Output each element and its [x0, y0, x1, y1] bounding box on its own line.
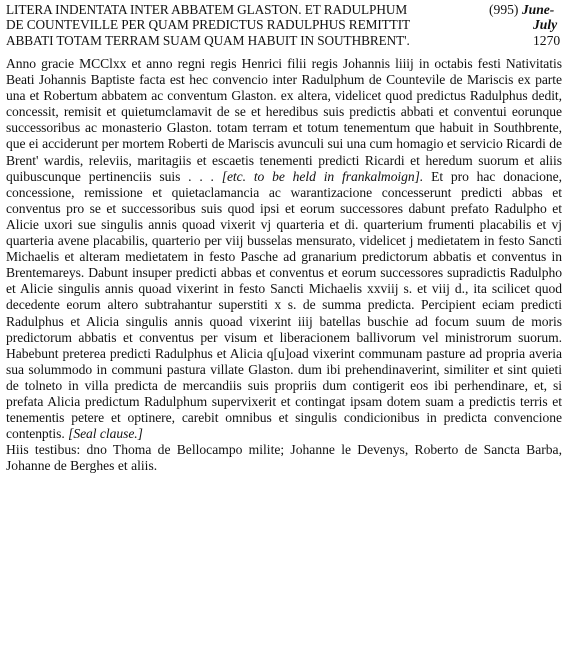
witness-list: Hiis testibus: dno Thoma de Bellocampo milite; Johanne le Devenys, Roberto de Sancta Barba, Johanne de Berghes et aliis. — [6, 442, 562, 474]
charter-text — [6, 56, 562, 442]
heading-block — [6, 2, 569, 48]
document-page — [6, 2, 569, 474]
charter-text-part2: Et pro hac donacione, concessione, remissione et quietaclamancia ac warantizacione concesserunt predicti abbas et conventus pro se et successoribus suis quod ipsi et eorum successores dabunt prefato Radulpho et Alicie uxori sue singulis annis quoad vixerit vj quarteria et di. quarterium frumenti placabilis et vj quarteria avene placabilis, quarterio per viij busselas mensurato, videlicet j medietatem in festo Sancti Michaelis et alteram medietatem in festo Pasche ad granarium predictorum abbatis et conventus in Brentemareys. Dabunt insuper predicti abbas et conventus et eorum successores supradictis Radulpho et Alicie singulis annis quoad vixerint in festo Sancti Michaelis xxviij s. et viij d., ita scilicet quod decedente eorum altero subtrahantur superstiti x s. de summa predicta. Percipient eciam predicti Radulphus et Alicia singulis annis quoad vixerint iiij batellas buschie ad focum suum de moris predictorum abbatis et conventus per visum et liberacionem ballivorum vel ministrorum suorum. Habebunt preterea predicti Radulphus et Alicia q[u]oad vixerint communam pasture ad propria averia sua solummodo in communi pastura villate Glaston. dum ibi prehendinaverint, similiter et sint quieti de tolneto in villa predicta de mercandiis suis propriis dum contigerit eos ibi perhendinare, et, si prefata Alicia predictum Radulphum supervixerit et contingat ipsam dotem suam a predictis terris et tenementis petere et optinere, carebit omnibus et singulis condicionibus in predicta convencione contenptis. — [6, 168, 562, 442]
document-heading: LITERA INDENTATA INTER ABBATEM GLASTON. ET RADULPHUM DE COUNTEVILLE PER QUAM PREDICTUS RADULPHUS REMITTIT ABBATI TOTAM TERRAM SUAM QUAM HABUIT IN SOUTHBRENT'. — [6, 2, 411, 48]
document-number: (995) — [489, 2, 519, 17]
date-year: 1270 — [533, 32, 561, 48]
editorial-note: [etc. to be held in frankalmoign]. — [221, 168, 424, 184]
date-month: June- — [521, 2, 555, 17]
date-month-2: July — [533, 17, 558, 33]
charter-text-part1: Anno gracie MCClxx et anno regni regis Henrici filii regis Johannis liiij in octabis festi Nativitatis Beati Johannis Baptiste facta est hec convencio inter Radulphum de Countevile de Mariscis ex parte una et Robertum abbatem ac conventum Glaston. ex altera, videlicet quod predictus Radulphus dedit, concessit, remisit et quietumclamavit de se et heredibus suis predictis abbati et conventui eorunque successoribus ac monasterio Glaston. totam terram et totum tenementum que habuit in Southbrente, que ei acciderunt per mortem Roberti de Mariscis avunculi sui una cum homagio et servicio Ricardi de Brent' wardis, releviis, maritagiis et escaetis tenementi predicti Ricardi et heredum suorum et aliis quibuscunque pertinenciis suis . . . — [6, 56, 562, 184]
margin-reference — [489, 2, 569, 48]
seal-clause-note: [Seal clause.] — [68, 426, 143, 442]
